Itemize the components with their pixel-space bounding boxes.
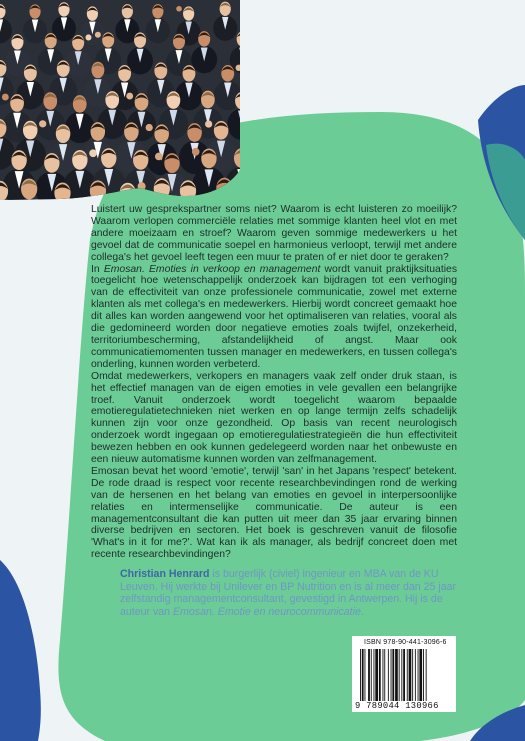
blue-shape-bottom-left: [0, 560, 41, 741]
barcode-digits: 9 789044 130966: [355, 701, 439, 711]
other-book-title: Emosan. Emotie en neurocommunicatie: [173, 605, 361, 618]
paragraph-1: Luistert uw gesprekspartner soms niet? Waarom is echt luisteren zo moeilijk? Waarom verlopen commerciële relaties met sommige klanten heel vlot en met andere moeizaam en stroef? Waarom geven sommige medewerkers u het gevoel dat de communicatie soepel en harmonieus verloopt, terwijl met andere collega's het gevoel leeft tegen een muur te praten of er niet door te geraken?: [91, 204, 457, 263]
paragraph-3: Omdat medewerkers, verkopers en managers vaak zelf onder druk staan, is het effectief managen van de eigen emoties in vele gevallen een belangrijke troef. Vanuit onderzoek wordt toegelicht waarom bepaalde emotieregulatietechnieken niet werken en op lange termijn zelfs schadelijk kunnen zijn voor onze gezondheid. Op basis van recent neurologisch onderzoek wordt ingegaan op emotieregulatiestrategieën die hun effectiviteit bewezen hebben en ook kunnen gedelegeerd worden naar het onbewuste en een nieuw automatisme kunnen worden van zelfmanagement.: [91, 370, 457, 466]
back-cover-description: [91, 204, 457, 561]
isbn-label: ISBN 978-90-441-3096-6: [364, 639, 447, 646]
book-title: Emosan. Emoties in verkoop en management: [103, 263, 321, 275]
paragraph-2: In Emosan. Emoties in verkoop en management wordt vanuit praktijksituaties toegelicht hoe wetenschappelijk onderzoek kan bijdragen tot een verhoging van de effectiviteit van onze professionele communicatie, zowel met externe klanten als met collega's en medewerkers. Hierbij wordt concreet gemaakt hoe dit alles kan worden aangewend voor het optimaliseren van relaties, vooral als die gedomineerd worden door negatieve emoties zoals twijfel, onzekerheid, territoriumbescherming, afstandelijkheid of angst. Maar ook communicatiemomenten tussen manager en medewerkers, en tussen collega's onderling, kunnen worden verbeterd.: [91, 263, 458, 370]
business-crowd-photo: [0, 0, 240, 200]
author-bio: Christian Henrard is burgerlijk (civiel) ingenieur en MBA van de KU Leuven. Hij werkte bij Unilever en BP Nutrition en is al meer dan 25 jaar zelfstandig managementconsultant, gevestigd in Antwerpen. Hij is de auteur van Emosan. Emotie en neurocommunicatie.: [120, 568, 457, 618]
barcode: [352, 636, 456, 712]
author-name: Christian Henrard: [120, 568, 210, 580]
paragraph-4: Emosan bevat het woord 'emotie', terwijl 'san' in het Japans 'respect' betekent. De rode draad is respect voor recente researchbevindingen rond de werking van de hersenen en het belang van emoties en gevoel in interpersoonlijke relaties en intermenselijke communicatie. De auteur is een managementconsultant die kan putten uit meer dan 35 jaar ervaring binnen diverse bedrijven en sectoren. Het boek is geschreven vanuit de filosofie 'What's in it for me?'. Wat kan ik als manager, als bedrijf concreet doen met recente researchbevindingen?: [91, 465, 457, 561]
